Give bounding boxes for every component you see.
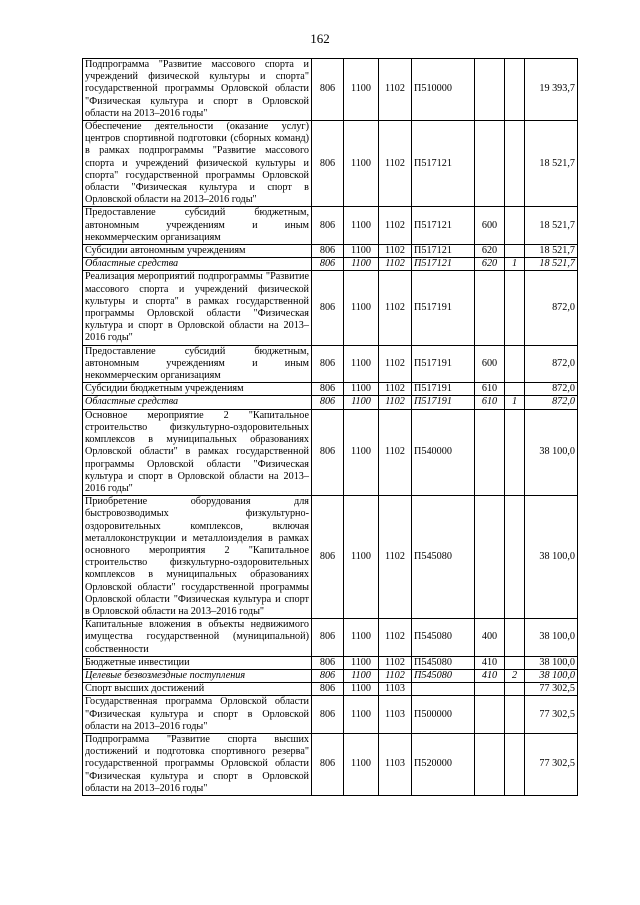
- row-name-cell: Приобретение оборудования для быстровозводимых физкультурно-оздоровительных комплексов, включая металлоконструкции и металлоизделия в рамках основного мероприятия 2 "Капитальное строительство физкультурно-оздоровительных комплексов в муниципальных образованиях Орловской области" государственной программы Орловской области "Физическая культура и спорт в Орловской области на 2013–2016 годы": [83, 496, 312, 619]
- funding-source-cell: [505, 683, 525, 696]
- expense-type-cell: 620: [475, 245, 505, 258]
- table-row: [83, 669, 578, 682]
- row-name-cell: Бюджетные инвестиции: [83, 656, 312, 669]
- row-name-cell: Подпрограмма "Развитие спорта высших достижений и подготовка спортивного резерва" государственной программы Орловской области "Физическая культура и спорт в Орловской области на 2013–2016 годы": [83, 733, 312, 795]
- table-row: [83, 345, 578, 383]
- section-code-cell: 1100: [344, 696, 379, 734]
- amount-cell: 18 521,7: [525, 207, 578, 245]
- table-row: [83, 207, 578, 245]
- target-article-cell: П517121: [412, 121, 475, 207]
- funding-source-cell: [505, 409, 525, 495]
- amount-cell: 38 100,0: [525, 619, 578, 657]
- amount-cell: 872,0: [525, 345, 578, 383]
- section-code-cell: 1100: [344, 669, 379, 682]
- row-name-cell: Предоставление субсидий бюджетным, автономным учреждениям и иным некоммерческим организациям: [83, 345, 312, 383]
- target-article-cell: П510000: [412, 59, 475, 121]
- row-name-cell: Субсидии автономным учреждениям: [83, 245, 312, 258]
- subsection-code-cell: 1102: [379, 496, 412, 619]
- grbs-code-cell: 806: [312, 669, 344, 682]
- grbs-code-cell: 806: [312, 121, 344, 207]
- expense-type-cell: 620: [475, 258, 505, 271]
- table-row: [83, 619, 578, 657]
- page-number: 162: [310, 31, 330, 46]
- subsection-code-cell: 1102: [379, 619, 412, 657]
- grbs-code-cell: 806: [312, 656, 344, 669]
- grbs-code-cell: 806: [312, 207, 344, 245]
- grbs-code-cell: 806: [312, 245, 344, 258]
- section-code-cell: 1100: [344, 383, 379, 396]
- section-code-cell: 1100: [344, 59, 379, 121]
- expense-type-cell: [475, 683, 505, 696]
- target-article-cell: П520000: [412, 733, 475, 795]
- subsection-code-cell: 1102: [379, 396, 412, 409]
- grbs-code-cell: 806: [312, 619, 344, 657]
- amount-cell: 77 302,5: [525, 696, 578, 734]
- expense-type-cell: 600: [475, 345, 505, 383]
- table-row: [83, 409, 578, 495]
- section-code-cell: 1100: [344, 245, 379, 258]
- section-code-cell: 1100: [344, 207, 379, 245]
- amount-cell: 18 521,7: [525, 258, 578, 271]
- row-name-cell: Обеспечение деятельности (оказание услуг) центров спортивной подготовки (сборных команд) в рамках подпрограммы "Развитие массового спорта и учреждений физической культуры и спорта" государственной программы Орловской области "Физическая культура и спорт в Орловской области на 2013–2016 годы": [83, 121, 312, 207]
- subsection-code-cell: 1103: [379, 733, 412, 795]
- funding-source-cell: 1: [505, 258, 525, 271]
- expense-type-cell: 410: [475, 669, 505, 682]
- section-code-cell: 1100: [344, 409, 379, 495]
- grbs-code-cell: 806: [312, 59, 344, 121]
- expense-type-cell: [475, 271, 505, 345]
- grbs-code-cell: 806: [312, 696, 344, 734]
- subsection-code-cell: 1102: [379, 656, 412, 669]
- target-article-cell: П517191: [412, 396, 475, 409]
- row-name-cell: Предоставление субсидий бюджетным, автономным учреждениям и иным некоммерческим организациям: [83, 207, 312, 245]
- expense-type-cell: [475, 733, 505, 795]
- section-code-cell: 1100: [344, 396, 379, 409]
- table-row: [83, 696, 578, 734]
- funding-source-cell: [505, 59, 525, 121]
- target-article-cell: П545080: [412, 496, 475, 619]
- expense-type-cell: 400: [475, 619, 505, 657]
- funding-source-cell: [505, 496, 525, 619]
- amount-cell: 77 302,5: [525, 733, 578, 795]
- funding-source-cell: [505, 271, 525, 345]
- subsection-code-cell: 1102: [379, 669, 412, 682]
- expense-type-cell: [475, 696, 505, 734]
- target-article-cell: П545080: [412, 669, 475, 682]
- funding-source-cell: 2: [505, 669, 525, 682]
- section-code-cell: 1100: [344, 496, 379, 619]
- funding-source-cell: [505, 696, 525, 734]
- grbs-code-cell: 806: [312, 733, 344, 795]
- target-article-cell: П517121: [412, 245, 475, 258]
- grbs-code-cell: 806: [312, 258, 344, 271]
- target-article-cell: П545080: [412, 656, 475, 669]
- target-article-cell: П517191: [412, 271, 475, 345]
- table-row: [83, 59, 578, 121]
- amount-cell: 38 100,0: [525, 496, 578, 619]
- table-row: [83, 496, 578, 619]
- subsection-code-cell: 1102: [379, 383, 412, 396]
- section-code-cell: 1100: [344, 619, 379, 657]
- subsection-code-cell: 1103: [379, 683, 412, 696]
- subsection-code-cell: 1102: [379, 59, 412, 121]
- target-article-cell: П517121: [412, 258, 475, 271]
- table-row: [83, 271, 578, 345]
- table-row: [83, 396, 578, 409]
- expense-type-cell: [475, 496, 505, 619]
- funding-source-cell: [505, 345, 525, 383]
- amount-cell: 872,0: [525, 383, 578, 396]
- target-article-cell: П517191: [412, 383, 475, 396]
- amount-cell: 18 521,7: [525, 121, 578, 207]
- subsection-code-cell: 1102: [379, 121, 412, 207]
- amount-cell: 872,0: [525, 271, 578, 345]
- subsection-code-cell: 1102: [379, 345, 412, 383]
- row-name-cell: Подпрограмма "Развитие массового спорта и учреждений физической культуры и спорта" государственной программы Орловской области "Физическая культура и спорт в Орловской области на 2013–2016 годы": [83, 59, 312, 121]
- amount-cell: 19 393,7: [525, 59, 578, 121]
- funding-source-cell: [505, 207, 525, 245]
- row-name-cell: Субсидии бюджетным учреждениям: [83, 383, 312, 396]
- grbs-code-cell: 806: [312, 271, 344, 345]
- target-article-cell: П540000: [412, 409, 475, 495]
- funding-source-cell: [505, 383, 525, 396]
- grbs-code-cell: 806: [312, 409, 344, 495]
- budget-table: [82, 58, 578, 796]
- expense-type-cell: 600: [475, 207, 505, 245]
- amount-cell: 872,0: [525, 396, 578, 409]
- section-code-cell: 1100: [344, 345, 379, 383]
- subsection-code-cell: 1102: [379, 271, 412, 345]
- row-name-cell: Спорт высших достижений: [83, 683, 312, 696]
- expense-type-cell: 610: [475, 396, 505, 409]
- target-article-cell: П517121: [412, 207, 475, 245]
- section-code-cell: 1100: [344, 656, 379, 669]
- target-article-cell: П500000: [412, 696, 475, 734]
- amount-cell: 77 302,5: [525, 683, 578, 696]
- section-code-cell: 1100: [344, 121, 379, 207]
- subsection-code-cell: 1103: [379, 696, 412, 734]
- row-name-cell: Областные средства: [83, 258, 312, 271]
- grbs-code-cell: 806: [312, 496, 344, 619]
- section-code-cell: 1100: [344, 733, 379, 795]
- funding-source-cell: [505, 733, 525, 795]
- table-row: [83, 258, 578, 271]
- amount-cell: 38 100,0: [525, 656, 578, 669]
- row-name-cell: Реализация мероприятий подпрограммы "Развитие массового спорта и учреждений физической культуры и спорта" в рамках государственной программы Орловской области "Физическая культура и спорт в Орловской области на 2013–2016 годы": [83, 271, 312, 345]
- grbs-code-cell: 806: [312, 345, 344, 383]
- funding-source-cell: 1: [505, 396, 525, 409]
- expense-type-cell: 610: [475, 383, 505, 396]
- subsection-code-cell: 1102: [379, 409, 412, 495]
- row-name-cell: Основное мероприятие 2 "Капитальное строительство физкультурно-оздоровительных комплексов в муниципальных образованиях Орловской области" в рамках государственной программы Орловской области "Физическая культура и спорт в Орловской области на 2013–2016 годы": [83, 409, 312, 495]
- target-article-cell: П545080: [412, 619, 475, 657]
- table-row: [83, 383, 578, 396]
- table-row: [83, 245, 578, 258]
- table-row: [83, 121, 578, 207]
- expense-type-cell: 410: [475, 656, 505, 669]
- section-code-cell: 1100: [344, 258, 379, 271]
- section-code-cell: 1100: [344, 683, 379, 696]
- grbs-code-cell: 806: [312, 383, 344, 396]
- expense-type-cell: [475, 59, 505, 121]
- amount-cell: 38 100,0: [525, 669, 578, 682]
- table-row: [83, 656, 578, 669]
- target-article-cell: [412, 683, 475, 696]
- table-row: [83, 733, 578, 795]
- section-code-cell: 1100: [344, 271, 379, 345]
- subsection-code-cell: 1102: [379, 207, 412, 245]
- row-name-cell: Капитальные вложения в объекты недвижимого имущества государственной (муниципальной) собственности: [83, 619, 312, 657]
- expense-type-cell: [475, 409, 505, 495]
- row-name-cell: Областные средства: [83, 396, 312, 409]
- table-row: [83, 683, 578, 696]
- funding-source-cell: [505, 619, 525, 657]
- amount-cell: 18 521,7: [525, 245, 578, 258]
- expense-type-cell: [475, 121, 505, 207]
- subsection-code-cell: 1102: [379, 258, 412, 271]
- grbs-code-cell: 806: [312, 396, 344, 409]
- row-name-cell: Целевые безвозмездные поступления: [83, 669, 312, 682]
- amount-cell: 38 100,0: [525, 409, 578, 495]
- grbs-code-cell: 806: [312, 683, 344, 696]
- row-name-cell: Государственная программа Орловской области "Физическая культура и спорт в Орловской области на 2013–2016 годы": [83, 696, 312, 734]
- funding-source-cell: [505, 121, 525, 207]
- funding-source-cell: [505, 656, 525, 669]
- subsection-code-cell: 1102: [379, 245, 412, 258]
- funding-source-cell: [505, 245, 525, 258]
- target-article-cell: П517191: [412, 345, 475, 383]
